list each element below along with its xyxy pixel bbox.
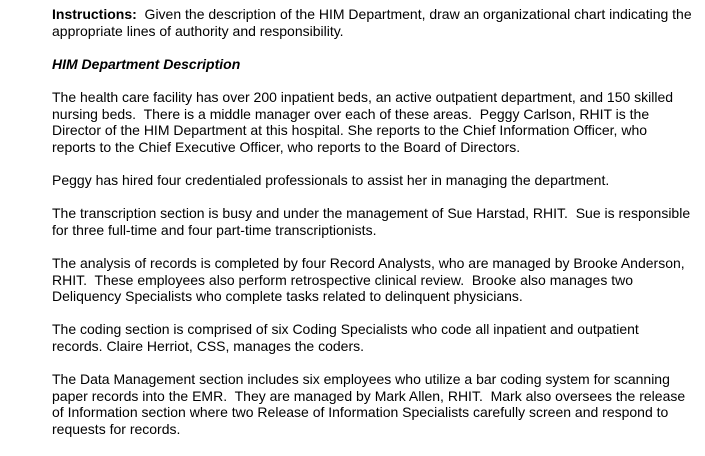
instructions-paragraph [52,6,696,39]
paragraph-coding: The coding section is comprised of six Coding Specialists who code all inpatient and outpatient records. Claire Herriot, CSS, manages the coders. [52,321,643,354]
paragraph-staff-hiring: Peggy has hired four credentialed professionals to assist her in managing the department. [52,171,610,188]
instructions-label: Instructions: [52,6,137,22]
paragraph-data-management: The Data Management section includes six employees who utilize a bar coding system for scanning paper records into the EMR. They are managed by Mark Allen, RHIT. Mark also oversees the release of Information section where two Release of Information Specialists carefully screen and respond to requests for records. [52,371,690,437]
paragraph-facility-overview: The health care facility has over 200 inpatient beds, an active outpatient department, and 150 skilled nursing beds. There is a middle manager over each of these areas. Peggy Carlson, RHIT is the Director of the HIM Department at this hospital. She reports to the Chief Information Officer, who reports to the Chief Executive Officer, who reports to the Board of Directors. [52,88,677,155]
instructions-text: Given the description of the HIM Department, draw an organizational chart indicating the appropriate lines of authority and responsibility. [52,6,696,39]
section-heading: HIM Department Description [52,55,241,72]
paragraph-transcription: The transcription section is busy and under the management of Sue Harstad, RHIT. Sue is responsible for three full-time and four part-time transcriptionists. [52,205,695,238]
paragraph-analysis: The analysis of records is completed by four Record Analysts, who are managed by Brooke Anderson, RHIT. These employees also perform retrospective clinical review. Brooke also manages two Deliquency Specialists who complete tasks related to delinquent physicians. [52,254,689,305]
document-body [52,6,696,437]
